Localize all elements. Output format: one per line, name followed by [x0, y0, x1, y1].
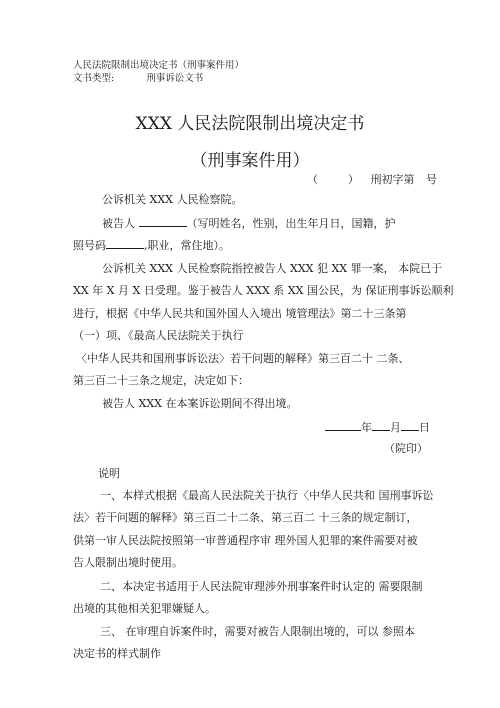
para1-line5: 〈中华人民共和国刑事诉讼法〉若干问题的解释》第三百二十 二条、	[76, 352, 410, 365]
doc-type-label: 文书类型:	[73, 73, 115, 84]
passport-blank	[106, 238, 144, 249]
note1-line2: 法〉若干问题的解释》第三百二十二条、第三百二 十三条的规定制订，	[73, 511, 418, 524]
para1-line2: XX 年 X 月 X 日受理。鉴于被告人 XXX 系 XX 国公民，为 保证刑事诉讼顺利	[73, 284, 454, 297]
note1-line1: 一、本样式根据《最高人民法院关于执行〈中华人民共和 国刑事诉讼	[100, 489, 434, 502]
passport-line: 照号码 ,职业，常住地）。	[73, 239, 230, 252]
document-title: XXX 人民法院限制出境决定书	[135, 114, 365, 134]
case-number: （ ） 刑初字第 号	[307, 173, 437, 186]
court-seal: （院印）	[384, 442, 428, 455]
note3-line1: 三、 在审理自诉案件时，需要对被告人限制出境的，可以 参照本	[100, 625, 415, 638]
defendant-blank	[139, 216, 187, 227]
note2-line1: 二、本决定书适用于人民法院审理涉外刑事案件时认定的 需要限制	[100, 580, 423, 593]
para1-line1: 公诉机关 XXX 人民检察院指控被告人 XXX 犯 XX 罪一案， 本院已于	[102, 262, 443, 275]
para1-line3: 进行，根据《中华人民共和国外国人入境出 境管理法》第二十三条第	[73, 307, 407, 320]
date-line: 年 月 日	[325, 420, 430, 435]
defendant-line: 被告人 （写明姓名，性别，出生年月日，国籍，护	[102, 217, 396, 230]
header-doc-type	[73, 73, 203, 85]
header-doc-name: 人民法院限制出境决定书（刑事案件用）	[73, 60, 245, 71]
notes-heading: 说明	[98, 467, 120, 480]
para1-line4: （一）项、《最高人民法院关于执行	[73, 329, 244, 342]
decision: 被告人 XXX 在本案诉讼期间不得出境。	[102, 397, 298, 410]
note1-line4: 告人限制出境时使用。	[73, 556, 183, 569]
note2-line2: 出境的其他相关犯罪嫌疑人。	[73, 602, 216, 615]
addressee: 公诉机关 XXX 人民检察院。	[102, 193, 243, 206]
document-subtitle: （刑事案件用）	[190, 151, 310, 171]
note1-line3: 供第一审人民法院按照第一审普通程序审 理外国人犯罪的案件需要对被	[73, 534, 418, 547]
para1-line6: 第三百二十三条之规定，决定如下：	[73, 374, 249, 387]
note3-line2: 决定书的样式制作	[73, 647, 161, 660]
doc-type-value: 刑事诉讼文书	[146, 73, 204, 84]
